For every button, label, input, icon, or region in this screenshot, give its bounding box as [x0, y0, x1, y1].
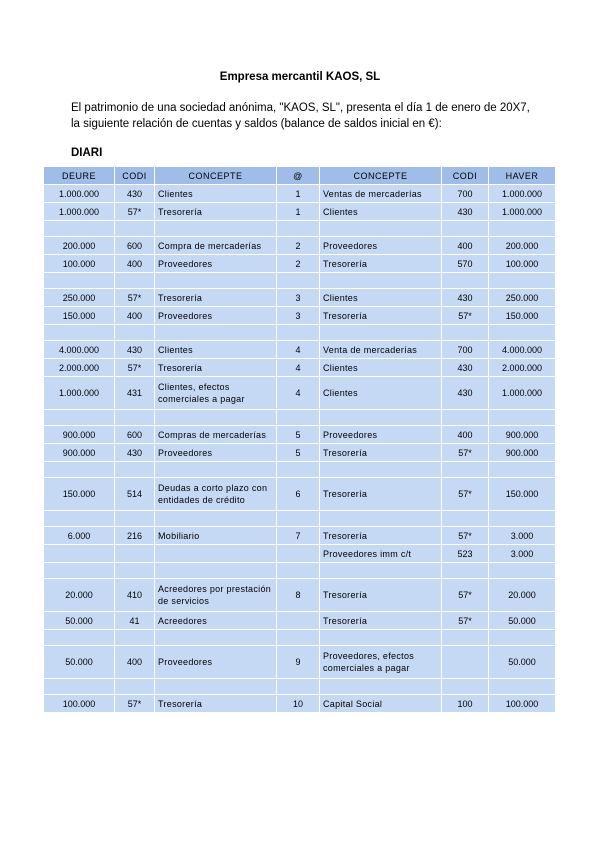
cell-concepte-credit [320, 410, 442, 426]
table-row [44, 359, 556, 377]
cell-concepte-credit: Tresorería [320, 579, 442, 612]
cell-codi-credit: 430 [442, 377, 489, 410]
cell-concepte-credit: Tresorería [320, 307, 442, 325]
cell-deure [44, 679, 115, 695]
cell-codi-debit: 600 [115, 237, 155, 255]
cell-entry-number [277, 410, 320, 426]
cell-deure [44, 563, 115, 579]
cell-codi-credit: 57* [442, 612, 489, 630]
cell-codi-debit: 430 [115, 444, 155, 462]
cell-concepte-debit: Clientes, efectos comerciales a pagar [155, 377, 277, 410]
cell-codi-credit: 57* [442, 307, 489, 325]
cell-entry-number: 1 [277, 203, 320, 221]
cell-codi-debit: 400 [115, 646, 155, 679]
cell-codi-debit: 600 [115, 426, 155, 444]
cell-concepte-debit: Acreedores [155, 612, 277, 630]
cell-deure: 100.000 [44, 255, 115, 273]
cell-concepte-credit [320, 630, 442, 646]
cell-codi-credit [442, 563, 489, 579]
cell-deure: 1.000.000 [44, 185, 115, 203]
cell-concepte-debit [155, 325, 277, 341]
table-row [44, 341, 556, 359]
cell-codi-credit: 570 [442, 255, 489, 273]
cell-codi-credit [442, 630, 489, 646]
cell-haver [489, 325, 556, 341]
section-heading: DIARI [71, 147, 103, 159]
cell-deure [44, 545, 115, 563]
cell-deure: 250.000 [44, 289, 115, 307]
cell-codi-credit [442, 511, 489, 527]
cell-concepte-credit: Clientes [320, 203, 442, 221]
cell-deure: 150.000 [44, 307, 115, 325]
cell-entry-number: 1 [277, 185, 320, 203]
cell-haver: 100.000 [489, 695, 556, 713]
cell-concepte-debit: Clientes [155, 341, 277, 359]
cell-codi-debit: 400 [115, 255, 155, 273]
cell-concepte-credit [320, 273, 442, 289]
cell-entry-number: 10 [277, 695, 320, 713]
cell-haver: 3.000 [489, 545, 556, 563]
cell-deure: 150.000 [44, 478, 115, 511]
cell-haver: 900.000 [489, 444, 556, 462]
journal-table [43, 166, 556, 713]
cell-entry-number [277, 325, 320, 341]
cell-entry-number: 2 [277, 255, 320, 273]
cell-codi-credit: 523 [442, 545, 489, 563]
cell-codi-debit [115, 545, 155, 563]
cell-concepte-credit: Tresorería [320, 255, 442, 273]
cell-haver [489, 511, 556, 527]
table-row [44, 426, 556, 444]
cell-concepte-debit: Mobiliario [155, 527, 277, 545]
cell-entry-number: 6 [277, 478, 320, 511]
cell-deure [44, 462, 115, 478]
cell-codi-credit: 400 [442, 426, 489, 444]
cell-entry-number [277, 462, 320, 478]
table-row [44, 545, 556, 563]
cell-codi-debit: 57* [115, 203, 155, 221]
cell-concepte-debit: Proveedores [155, 646, 277, 679]
cell-codi-debit: 57* [115, 359, 155, 377]
table-row [44, 646, 556, 679]
cell-codi-debit: 410 [115, 579, 155, 612]
cell-codi-debit: 57* [115, 289, 155, 307]
cell-entry-number: 5 [277, 426, 320, 444]
cell-codi-credit [442, 273, 489, 289]
cell-codi-credit: 57* [442, 444, 489, 462]
cell-codi-debit [115, 630, 155, 646]
cell-concepte-credit [320, 325, 442, 341]
cell-deure [44, 410, 115, 426]
cell-codi-debit [115, 325, 155, 341]
cell-haver [489, 221, 556, 237]
cell-deure: 900.000 [44, 444, 115, 462]
cell-deure: 200.000 [44, 237, 115, 255]
cell-concepte-credit: Proveedores [320, 426, 442, 444]
cell-concepte-debit: Compra de mercaderías [155, 237, 277, 255]
cell-codi-credit: 430 [442, 203, 489, 221]
cell-entry-number: 8 [277, 579, 320, 612]
table-row [44, 478, 556, 511]
cell-entry-number [277, 273, 320, 289]
cell-codi-debit [115, 221, 155, 237]
cell-codi-credit: 430 [442, 289, 489, 307]
cell-codi-credit: 700 [442, 185, 489, 203]
cell-concepte-debit: Deudas a corto plazo con entidades de crédito [155, 478, 277, 511]
cell-entry-number: 2 [277, 237, 320, 255]
table-spacer-row [44, 511, 556, 527]
cell-haver: 150.000 [489, 307, 556, 325]
cell-concepte-credit: Tresorería [320, 527, 442, 545]
table-row [44, 203, 556, 221]
table-row [44, 237, 556, 255]
cell-codi-credit: 100 [442, 695, 489, 713]
cell-concepte-debit [155, 462, 277, 478]
table-body [44, 185, 556, 713]
cell-concepte-debit: Acreedores por prestación de servicios [155, 579, 277, 612]
cell-concepte-debit: Proveedores [155, 255, 277, 273]
cell-codi-credit [442, 646, 489, 679]
cell-entry-number: 9 [277, 646, 320, 679]
table-spacer-row [44, 630, 556, 646]
cell-haver: 900.000 [489, 426, 556, 444]
cell-deure: 1.000.000 [44, 377, 115, 410]
cell-haver: 200.000 [489, 237, 556, 255]
cell-codi-debit: 57* [115, 695, 155, 713]
cell-concepte-debit [155, 679, 277, 695]
intro-paragraph: El patrimonio de una sociedad anónima, "KAOS, SL", presenta el día 1 de enero de 20X7, la siguiente relación de cuentas y saldos (balance de saldos inicial en €): [71, 102, 530, 130]
table-spacer-row [44, 410, 556, 426]
cell-entry-number: 5 [277, 444, 320, 462]
cell-concepte-debit [155, 511, 277, 527]
cell-concepte-debit [155, 273, 277, 289]
cell-entry-number [277, 679, 320, 695]
cell-deure [44, 221, 115, 237]
cell-haver [489, 679, 556, 695]
cell-haver [489, 563, 556, 579]
cell-codi-debit: 41 [115, 612, 155, 630]
cell-entry-number: 7 [277, 527, 320, 545]
table-row [44, 185, 556, 203]
cell-codi-debit: 216 [115, 527, 155, 545]
cell-deure: 50.000 [44, 612, 115, 630]
cell-concepte-debit [155, 545, 277, 563]
table-row [44, 289, 556, 307]
cell-concepte-credit [320, 679, 442, 695]
cell-codi-debit [115, 679, 155, 695]
cell-haver: 150.000 [489, 478, 556, 511]
cell-concepte-debit: Proveedores [155, 444, 277, 462]
cell-concepte-debit: Clientes [155, 185, 277, 203]
cell-concepte-credit [320, 462, 442, 478]
cell-codi-debit [115, 273, 155, 289]
cell-haver: 2.000.000 [489, 359, 556, 377]
cell-codi-debit [115, 511, 155, 527]
cell-entry-number [277, 612, 320, 630]
cell-concepte-credit: Capital Social [320, 695, 442, 713]
cell-codi-credit: 57* [442, 527, 489, 545]
cell-entry-number: 4 [277, 359, 320, 377]
cell-haver: 1.000.000 [489, 377, 556, 410]
cell-haver: 4.000.000 [489, 341, 556, 359]
table-row [44, 527, 556, 545]
cell-deure [44, 325, 115, 341]
cell-deure [44, 511, 115, 527]
cell-concepte-credit: Tresorería [320, 478, 442, 511]
cell-concepte-credit: Ventas de mercaderías [320, 185, 442, 203]
cell-codi-debit: 431 [115, 377, 155, 410]
cell-deure: 20.000 [44, 579, 115, 612]
cell-deure [44, 630, 115, 646]
cell-haver: 50.000 [489, 646, 556, 679]
cell-haver [489, 410, 556, 426]
cell-entry-number: 3 [277, 289, 320, 307]
cell-concepte-credit: Clientes [320, 359, 442, 377]
cell-entry-number [277, 221, 320, 237]
cell-haver: 100.000 [489, 255, 556, 273]
cell-deure: 100.000 [44, 695, 115, 713]
header-codi-debit: CODI [115, 167, 155, 185]
cell-codi-credit [442, 221, 489, 237]
cell-concepte-debit [155, 563, 277, 579]
cell-concepte-debit: Compras de mercaderías [155, 426, 277, 444]
cell-entry-number: 3 [277, 307, 320, 325]
cell-concepte-credit: Venta de mercaderías [320, 341, 442, 359]
table-row [44, 377, 556, 410]
table-spacer-row [44, 325, 556, 341]
cell-deure: 50.000 [44, 646, 115, 679]
cell-concepte-credit: Proveedores imm c/t [320, 545, 442, 563]
cell-concepte-debit [155, 630, 277, 646]
table-row [44, 444, 556, 462]
cell-entry-number [277, 563, 320, 579]
cell-haver [489, 462, 556, 478]
cell-codi-credit [442, 410, 489, 426]
cell-deure: 4.000.000 [44, 341, 115, 359]
cell-concepte-credit [320, 563, 442, 579]
table-row [44, 307, 556, 325]
table-row [44, 255, 556, 273]
cell-concepte-debit: Proveedores [155, 307, 277, 325]
cell-concepte-credit: Proveedores [320, 237, 442, 255]
cell-concepte-credit: Clientes [320, 289, 442, 307]
cell-concepte-credit [320, 221, 442, 237]
cell-codi-credit [442, 679, 489, 695]
cell-entry-number [277, 630, 320, 646]
cell-entry-number [277, 511, 320, 527]
table-header-row [44, 167, 556, 185]
cell-codi-debit: 400 [115, 307, 155, 325]
cell-codi-credit: 57* [442, 579, 489, 612]
cell-haver [489, 273, 556, 289]
cell-concepte-debit [155, 410, 277, 426]
header-deure: DEURE [44, 167, 115, 185]
cell-entry-number: 4 [277, 377, 320, 410]
cell-codi-debit: 430 [115, 341, 155, 359]
cell-codi-debit [115, 462, 155, 478]
cell-entry-number [277, 545, 320, 563]
table-spacer-row [44, 273, 556, 289]
cell-concepte-credit: Tresorería [320, 444, 442, 462]
table-row [44, 579, 556, 612]
cell-codi-credit: 57* [442, 478, 489, 511]
header-concepte-credit: CONCEPTE [320, 167, 442, 185]
cell-codi-debit [115, 410, 155, 426]
cell-deure: 2.000.000 [44, 359, 115, 377]
cell-codi-credit: 700 [442, 341, 489, 359]
cell-concepte-debit: Tresorería [155, 289, 277, 307]
header-haver: HAVER [489, 167, 556, 185]
table-spacer-row [44, 462, 556, 478]
cell-deure [44, 273, 115, 289]
cell-concepte-debit: Tresorería [155, 695, 277, 713]
cell-haver [489, 630, 556, 646]
table-spacer-row [44, 679, 556, 695]
cell-concepte-debit [155, 221, 277, 237]
cell-concepte-credit: Clientes [320, 377, 442, 410]
cell-deure: 6.000 [44, 527, 115, 545]
cell-codi-debit: 514 [115, 478, 155, 511]
header-entry-number: @ [277, 167, 320, 185]
cell-haver: 1.000.000 [489, 185, 556, 203]
cell-deure: 1.000.000 [44, 203, 115, 221]
cell-entry-number: 4 [277, 341, 320, 359]
cell-haver: 50.000 [489, 612, 556, 630]
cell-haver: 1.000.000 [489, 203, 556, 221]
cell-codi-credit [442, 462, 489, 478]
cell-codi-credit: 400 [442, 237, 489, 255]
cell-concepte-debit: Tresorería [155, 203, 277, 221]
cell-deure: 900.000 [44, 426, 115, 444]
cell-concepte-credit [320, 511, 442, 527]
cell-haver: 3.000 [489, 527, 556, 545]
document-title: Empresa mercantil KAOS, SL [219, 71, 381, 83]
cell-concepte-credit: Proveedores, efectos comerciales a pagar [320, 646, 442, 679]
cell-codi-debit: 430 [115, 185, 155, 203]
header-codi-credit: CODI [442, 167, 489, 185]
cell-concepte-debit: Tresorería [155, 359, 277, 377]
cell-haver: 20.000 [489, 579, 556, 612]
table-spacer-row [44, 563, 556, 579]
cell-concepte-credit: Tresorería [320, 612, 442, 630]
table-spacer-row [44, 221, 556, 237]
table-row [44, 695, 556, 713]
cell-codi-credit [442, 325, 489, 341]
cell-codi-credit: 430 [442, 359, 489, 377]
header-concepte-debit: CONCEPTE [155, 167, 277, 185]
cell-codi-debit [115, 563, 155, 579]
table-row [44, 612, 556, 630]
cell-haver: 250.000 [489, 289, 556, 307]
